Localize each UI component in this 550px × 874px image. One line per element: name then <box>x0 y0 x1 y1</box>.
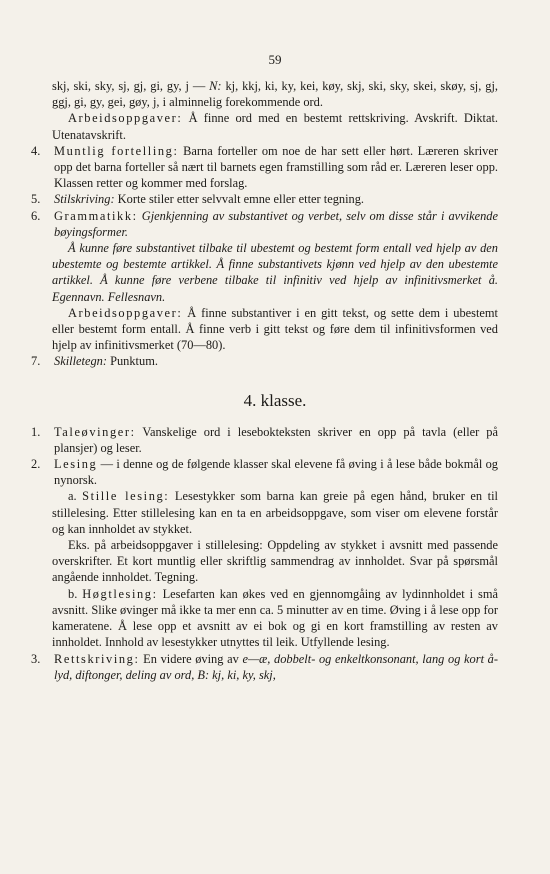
sub-item-b: b. Høgtlesing: Lesefarten kan økes ved en gjennomgåing av lydinnholdet i små avsnitt. Slike øvinger må ikke ta mer enn ca. 5 minutter av en time. Øving i å lese opp for kameratene. Å lese opp et avsnitt av ei bok og gi en kort framstilling av resten av innholdet. Innhold av lesestykker utnyttes til leik. Utfyllende lesing. <box>52 586 498 650</box>
page-body <box>31 78 498 683</box>
intro-paragraph: skj, ski, sky, sj, gj, gi, gy, j — N: kj, kkj, ki, ky, kei, køy, skj, ski, sky, skei, skøy, sj, gj, ggj, gi, gy, gei, gøy, j, i alminnelig forekommende ord. <box>52 79 498 110</box>
grammar-tasks: Arbeidsoppgaver: Å finne substantiver i en gitt tekst, og sette dem i ubestemt eller bestemt form entall. Å finne verb i gitt tekst og føre dem til infinitivsformen ved hjelp av infinitivsmerket (70—80). <box>52 305 498 353</box>
list-item: 6. Grammatikk: Gjenkjenning av substantivet og verbet, selv om disse står i avvikende bøyingsformer. <box>31 208 498 239</box>
sub-item-a: a. Stille lesing: Lesestykker som barna kan greie på egen hånd, bruker en til stillelesing. Etter stillelesing kan en ta en arbeidsoppgave, som viser om elevene forstår og kan innholdet av stykket. <box>52 489 498 536</box>
list-item: 3. Rettskriving: En videre øving av e—æ, dobbelt- og enkeltkonsonant, lang og kort å-lyd, diftonger, deling av ord, B: kj, ki, ky, skj, <box>31 651 498 682</box>
list-item: 2. Lesing — i denne og de følgende klasser skal elevene få øving i å lese både bokmål og nynorsk. <box>31 457 498 488</box>
grammar-paragraph: Å kunne føre substantivet tilbake til ubestemt og bestemt form entall ved hjelp av den ubestemte og bestemte artikkel. Å finne substantivets kjønn ved hjelp av den ubestemte artikkel. Å kunne føre verbene tilbake til infinitiv ved hjelp av infinitivsmerket å. Egennavn. Fellesnavn. <box>52 241 498 304</box>
page-number: 59 <box>268 52 282 67</box>
list-item: 1. Taleøvinger: Vanskelige ord i lesebokteksten skriver en opp på tavla (eller på plansjer) og leser. <box>31 424 498 455</box>
list-item: 5. Stilskriving: Korte stiler etter selvvalt emne eller etter tegning. <box>31 192 365 207</box>
list-item: 4. Muntlig fortelling: Barna forteller om noe de har sett eller hørt. Læreren skriver opp det barna forteller så nært til barnets egen framstilling som råd er. Læreren leser opp. Klassen retter og kommer med forslag. <box>31 143 498 191</box>
example-paragraph: Eks. på arbeidsoppgaver i stillelesing: Oppdeling av stykket i avsnitt med passende overskrifter. Et kort muntlig eller skriftlig sammendrag av innholdet. Svar på spørsmål angående innholdet. Tegning. <box>52 538 498 585</box>
section-heading: 4. klasse. <box>243 390 307 410</box>
intro-tasks: Arbeidsoppgaver: Å finne ord med en bestemt rettskriving. Avskrift. Diktat. Utenatavskrift. <box>52 111 498 142</box>
list-item: 7. Skilletegn: Punktum. <box>31 354 158 369</box>
